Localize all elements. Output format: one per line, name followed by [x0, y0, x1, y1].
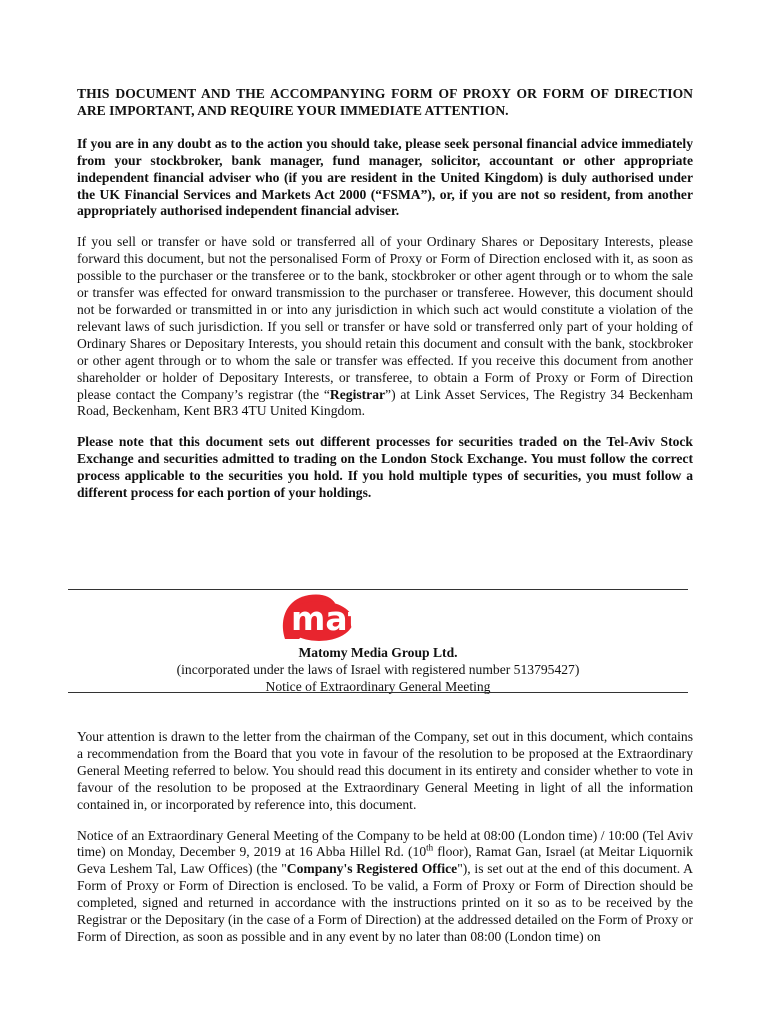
ordinal-suffix: th: [426, 842, 434, 853]
registrar-term: Registrar: [329, 386, 386, 402]
company-name: Matomy Media Group Ltd.: [298, 645, 458, 660]
meeting-text-2: floor), Ramat Gan, Israel (at Meitar Liquornik Geva Leshem Tal, Law Offices) (the ": [77, 844, 693, 877]
matomy-logo-graphic: [279, 591, 441, 643]
divider-top: [68, 589, 688, 590]
company-logo: [279, 591, 441, 643]
meeting-paragraph: [77, 828, 693, 946]
notice-title: Notice of Extraordinary General Meeting: [265, 678, 491, 694]
transfer-text-after: ”) at Link Asset Services, The Registry 34 Beckenham Road, Beckenham, Kent BR3 4TU United Kingdom.: [77, 386, 693, 419]
transfer-text-before: If you sell or transfer or have sold or transferred all of your Ordinary Shares or Depositary Interests, please forward this document, but not the personalised Form of Proxy or Form of Direction enclosed with it, as soon as possible to the purchaser or the transferee or to the bank, stockbroker or other agent through or to whom the sale or transfer was effected for onward transmission to the purchaser or transferee. However, this document should not be forwarded or transmitted in or into any jurisdiction in which such act would constitute a violation of the relevant laws of such jurisdiction. If you sell or transfer or have sold or transferred only part of your holding of Ordinary Shares or Depositary Interests, you should retain this document and consult with the bank, stockbroker or other agent through or to whom the sale or transfer was effected. If you receive this document from another shareholder or holder of Depositary Interests, or transferee, to obtain a Form of Proxy or Form of Direction please contact the Company’s registrar (the “: [77, 234, 693, 402]
securities-notice-paragraph: Please note that this document sets out different processes for securities traded on the Tel-Aviv Stock Exchange and securities admitted to trading on the London Stock Exchange. You must follow the correct process applicable to the securities you hold. If you hold multiple types of securities, you must follow a different process for each portion of your holdings.: [77, 434, 693, 501]
meeting-text-3: "), is set out at the end of this document. A Form of Proxy or Form of Direction is enclosed. To be valid, a Form of Proxy or Form of Direction should be completed, signed and returned in accordance with the instructions printed on it so as to be received by the Registrar or the Depositary (in the case of a Form of Direction) at the addressed detailed on the Form of Proxy or Form of Direction, as soon as possible and in any event by no later than 08:00 (London time) on: [77, 861, 693, 944]
document-page: [77, 86, 693, 516]
meeting-text-1: Notice of an Extraordinary General Meeting of the Company to be held at 08:00 (London time) / 10:00 (Tel Aviv time) on Monday, December 9, 2019 at 16 Abba Hillel Rd. (10: [77, 827, 693, 860]
registered-office-term: Company's Registered Office: [286, 861, 458, 877]
company-block: [68, 645, 688, 696]
divider-bottom: [68, 692, 688, 693]
document-heading: THIS DOCUMENT AND THE ACCOMPANYING FORM OF PROXY OR FORM OF DIRECTION ARE IMPORTANT, AND REQUIRE YOUR IMMEDIATE ATTENTION.: [77, 86, 693, 118]
company-incorporation: (incorporated under the laws of Israel with registered number 513795427): [176, 661, 580, 677]
financial-advice-paragraph: If you are in any doubt as to the action you should take, please seek personal financial advice immediately from your stockbroker, bank manager, fund manager, solicitor, accountant or other appropriate independent financial adviser who (if you are resident in the United Kingdom) is duly authorised under the UK Financial Services and Markets Act 2000 (“FSMA”), or, if you are not so resident, from another appropriately authorised independent financial adviser.: [77, 135, 693, 219]
attention-paragraph: Your attention is drawn to the letter from the chairman of the Company, set out in this document, which contains a recommendation from the Board that you vote in favour of the resolution to be proposed at the Extraordinary General Meeting referred to below. You should read this document in its entirety and consider whether to vote in favour of the resolution to be proposed at the Extraordinary General Meeting in light of all the information contained in, or incorporated by reference into, this document.: [77, 729, 693, 812]
transfer-paragraph: [77, 234, 693, 420]
lower-section: [77, 729, 693, 946]
logo-text: matomy: [291, 599, 441, 638]
